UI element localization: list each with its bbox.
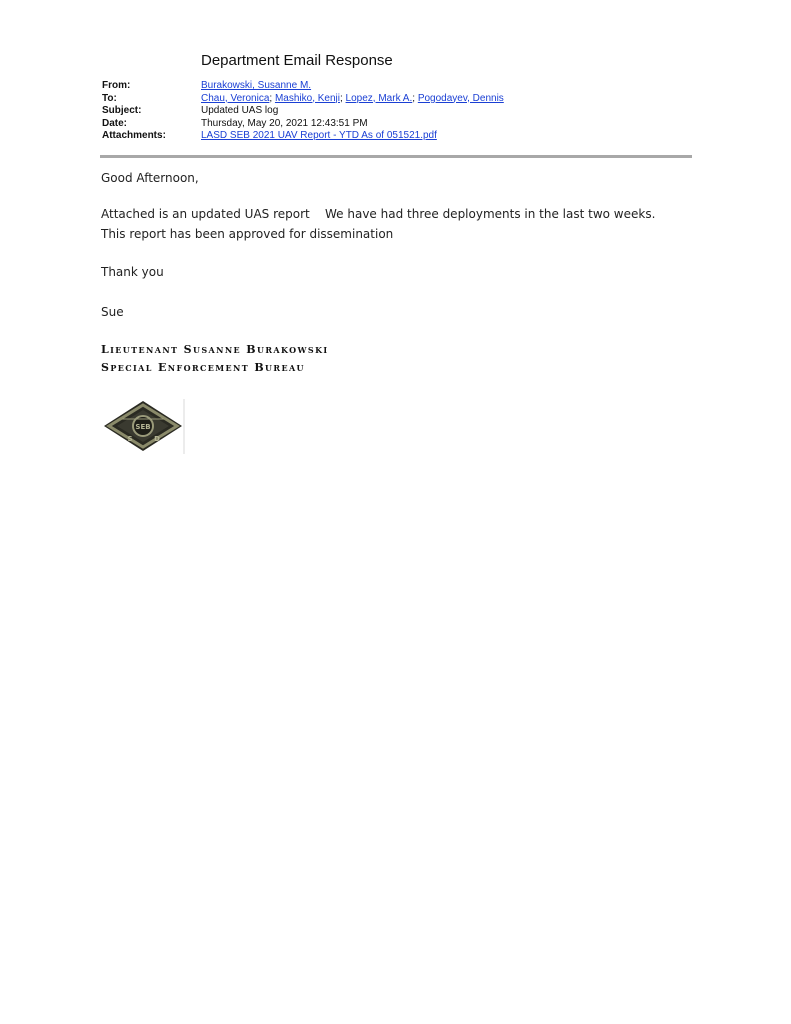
badge-letter: S — [127, 435, 133, 443]
to-recipient-link[interactable]: Lopez, Mark A. — [345, 92, 413, 104]
from-link[interactable]: Burakowski, Susanne M. — [201, 80, 312, 91]
attachments-label: Attachments: — [102, 130, 166, 141]
header-subject — [102, 105, 692, 118]
header-to — [102, 93, 692, 106]
header-divider — [100, 155, 692, 158]
body-paragraph: Attached is an updated UAS report We have had three deployments in the last two weeks. This report has been approved for dissemination — [101, 207, 664, 241]
recipient-separator: ; — [412, 92, 418, 104]
header-date — [102, 118, 692, 131]
signoff: Sue — [101, 305, 124, 319]
to-recipients — [201, 93, 692, 106]
signature-name: Lieutenant Susanne Burakowski — [101, 343, 329, 356]
date-label: Date: — [102, 117, 128, 129]
page-title: Department Email Response — [201, 52, 393, 69]
to-recipient-link[interactable]: Chau, Veronica — [201, 92, 270, 104]
seb-badge-icon — [102, 399, 186, 454]
thanks-line: Thank you — [101, 265, 164, 279]
recipient-separator: ; — [269, 92, 275, 104]
signature-unit: Special Enforcement Bureau — [101, 361, 305, 374]
greeting: Good Afternoon, — [101, 171, 199, 185]
subject-label: Subject: — [102, 105, 142, 116]
subject-value: Updated UAS log — [201, 105, 279, 116]
to-recipient-link[interactable]: Mashiko, Kenji — [274, 92, 340, 104]
from-label: From: — [102, 80, 131, 91]
header-from — [102, 80, 692, 93]
badge-center-text: SEB — [135, 423, 151, 431]
attachment-link[interactable]: LASD SEB 2021 UAV Report - YTD As of 051521.pdf — [201, 130, 437, 141]
header-attachments — [102, 130, 692, 143]
recipient-separator: ; — [339, 92, 346, 104]
email-headers — [102, 80, 692, 143]
date-value: Thursday, May 20, 2021 12:43:51 PM — [201, 117, 368, 129]
to-recipient-link[interactable]: Pogodayev, Dennis — [417, 92, 504, 104]
to-label: To: — [102, 92, 117, 104]
badge-letter: D — [154, 435, 160, 443]
